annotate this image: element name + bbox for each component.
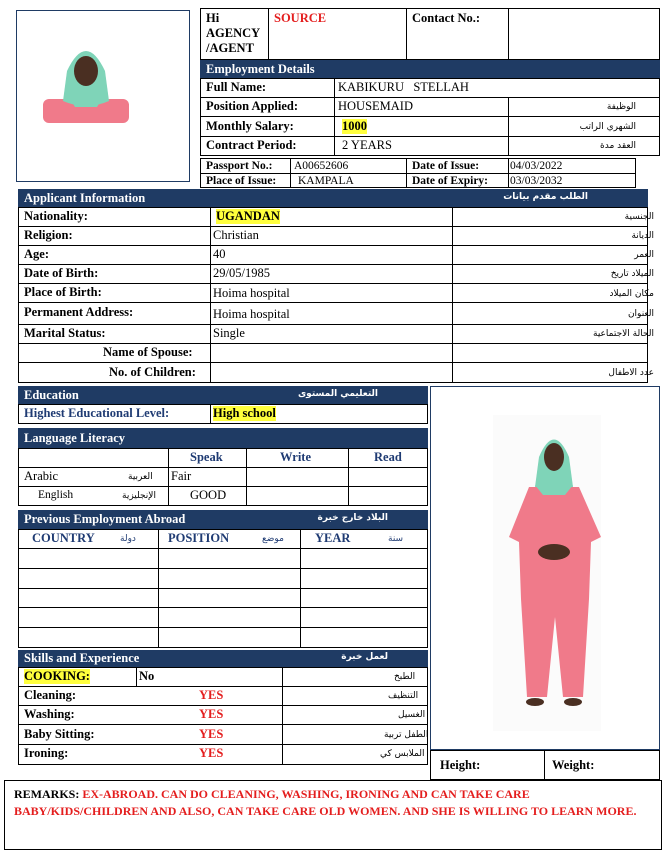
ironing-label-ar: الملابس كي bbox=[380, 749, 425, 759]
passport-number-value: A00652606 bbox=[294, 160, 349, 172]
contract-value: 2 YEARS bbox=[342, 138, 392, 152]
spouse-label: Name of Spouse: bbox=[103, 345, 193, 359]
children-label-ar: عدد الاطفال bbox=[608, 368, 654, 378]
salary-label: Monthly Salary: bbox=[206, 119, 294, 133]
dob-label-ar: الميلاد تاريخ bbox=[610, 269, 654, 279]
marital-status-label-ar: الحالة الاجتماعية bbox=[593, 329, 654, 339]
washing-value: YES bbox=[199, 707, 224, 721]
applicant-information-header-ar: الطلب مقدم بيانات bbox=[503, 192, 588, 202]
position-label: Position Applied: bbox=[206, 99, 299, 113]
height-label: Height: bbox=[440, 758, 481, 772]
birthplace-value: Hoima hospital bbox=[213, 286, 290, 300]
col-country-ar: دولة bbox=[120, 534, 136, 544]
col-speak: Speak bbox=[190, 450, 223, 464]
col-year: YEAR bbox=[315, 531, 351, 545]
greeting: Hi bbox=[206, 11, 220, 25]
babysitting-label: Baby Sitting: bbox=[24, 727, 95, 741]
nationality-label: Nationality: bbox=[24, 209, 88, 223]
weight-label: Weight: bbox=[552, 758, 595, 772]
contract-label-ar: العقد مدة bbox=[600, 141, 636, 151]
col-position: POSITION bbox=[168, 531, 230, 545]
babysitting-value: YES bbox=[199, 727, 224, 741]
birthplace-label: Place of Birth: bbox=[24, 285, 102, 299]
position-value: HOUSEMAID bbox=[338, 99, 413, 113]
washing-label-ar: الغسيل bbox=[398, 710, 426, 720]
education-header-ar: التعليمي المستوى bbox=[297, 389, 378, 399]
previous-employment-header-ar: البلاد خارج خبرة bbox=[317, 513, 388, 523]
contact-label: Contact No.: bbox=[412, 11, 481, 25]
agent-label: /AGENT bbox=[206, 41, 254, 55]
language-header: Language Literacy bbox=[18, 428, 428, 448]
cleaning-label: Cleaning: bbox=[24, 688, 77, 702]
full-body-photo bbox=[431, 387, 659, 749]
lang-english-ar: الإنجليزية bbox=[122, 491, 156, 501]
col-read: Read bbox=[374, 450, 402, 464]
cooking-value: No bbox=[139, 669, 155, 683]
expiry-date-label: Date of Expiry: bbox=[412, 175, 489, 187]
previous-employment-header: Previous Employment Abroad البلاد خارج خبرة bbox=[18, 510, 428, 529]
address-label: Permanent Address: bbox=[24, 305, 134, 319]
lang-arabic-ar: العربية bbox=[128, 472, 153, 482]
skills-header: Skills and Experience لعمل خبرة bbox=[18, 650, 428, 667]
education-level-label: Highest Educational Level: bbox=[24, 406, 170, 420]
religion-label: Religion: bbox=[24, 228, 73, 242]
nationality-value: UGANDAN bbox=[216, 209, 280, 223]
passport-photo-frame bbox=[16, 10, 190, 182]
remarks-line-1 bbox=[14, 787, 530, 802]
contract-label: Contract Period: bbox=[206, 138, 297, 152]
cleaning-label-ar: التنظيف bbox=[388, 691, 419, 701]
lang-english-speak: GOOD bbox=[190, 488, 227, 502]
salary-value: 1000 bbox=[342, 119, 367, 133]
birthplace-label-ar: مكان الميلاد bbox=[609, 289, 654, 299]
cooking-label-ar: الطبخ bbox=[394, 672, 416, 682]
passport-photo bbox=[17, 11, 189, 181]
address-value: Hoima hospital bbox=[213, 307, 290, 321]
col-country: COUNTRY bbox=[32, 531, 95, 545]
cooking-label: COOKING: bbox=[24, 669, 90, 683]
children-label: No. of Children: bbox=[109, 365, 196, 379]
cleaning-value: YES bbox=[199, 688, 224, 702]
ironing-value: YES bbox=[199, 746, 224, 760]
col-write: Write bbox=[280, 450, 312, 464]
full-body-photo-frame bbox=[430, 386, 660, 750]
dob-value: 29/05/1985 bbox=[213, 266, 270, 280]
religion-label-ar: الديانة bbox=[631, 231, 654, 241]
expiry-date-value: 03/03/2032 bbox=[510, 175, 563, 187]
passport-number-label: Passport No.: bbox=[206, 160, 273, 172]
lang-english: English bbox=[38, 489, 74, 501]
full-name-label: Full Name: bbox=[206, 80, 267, 94]
ironing-label: Ironing: bbox=[24, 746, 69, 760]
issue-date-label: Date of Issue: bbox=[412, 160, 480, 172]
dob-label: Date of Birth: bbox=[24, 266, 99, 280]
age-value: 40 bbox=[213, 247, 226, 261]
marital-status-value: Single bbox=[213, 326, 245, 340]
full-name-value: KABIKURU STELLAH bbox=[338, 80, 469, 94]
babysitting-label-ar: الطفل تربية bbox=[384, 730, 429, 740]
issue-date-value: 04/03/2022 bbox=[510, 160, 563, 172]
nationality-label-ar: الجنسية bbox=[624, 212, 654, 222]
education-level-value: High school bbox=[213, 406, 276, 420]
education-header: Education التعليمي المستوى bbox=[18, 386, 428, 404]
marital-status-label: Marital Status: bbox=[24, 326, 106, 340]
applicant-information-header: Applicant Information الطلب مقدم بيانات bbox=[18, 189, 648, 207]
position-label-ar: الوظيفة bbox=[606, 102, 636, 112]
agency-label: AGENCY bbox=[206, 26, 261, 40]
remarks-label: REMARKS: bbox=[14, 787, 80, 801]
age-label: Age: bbox=[24, 247, 49, 261]
issue-place-value: KAMPALA bbox=[298, 175, 354, 187]
employment-details-header: Employment Details bbox=[200, 60, 660, 78]
washing-label: Washing: bbox=[24, 707, 75, 721]
lang-arabic-speak: Fair bbox=[171, 469, 192, 483]
lang-arabic: Arabic bbox=[24, 469, 59, 483]
age-label-ar: العمر bbox=[634, 250, 654, 260]
col-year-ar: سنة bbox=[388, 534, 404, 544]
salary-label-ar: الشهري الراتب bbox=[579, 122, 636, 132]
col-position-ar: موضع bbox=[262, 534, 284, 544]
remarks-text-1: EX-ABROAD. CAN DO CLEANING, WASHING, IRONING AND CAN TAKE CARE bbox=[82, 787, 530, 801]
issue-place-label: Place of Issue: bbox=[206, 175, 277, 187]
source-label: SOURCE bbox=[274, 11, 327, 25]
remarks-text-2: BABY/KIDS/CHILDREN AND ALSO, CAN TAKE CARE OLD WOMEN. AND SHE IS WILLING TO LEARN MORE. bbox=[14, 804, 637, 818]
address-label-ar: العنوان bbox=[627, 309, 654, 319]
religion-value: Christian bbox=[213, 228, 259, 242]
skills-header-ar: لعمل خبرة bbox=[341, 652, 388, 662]
